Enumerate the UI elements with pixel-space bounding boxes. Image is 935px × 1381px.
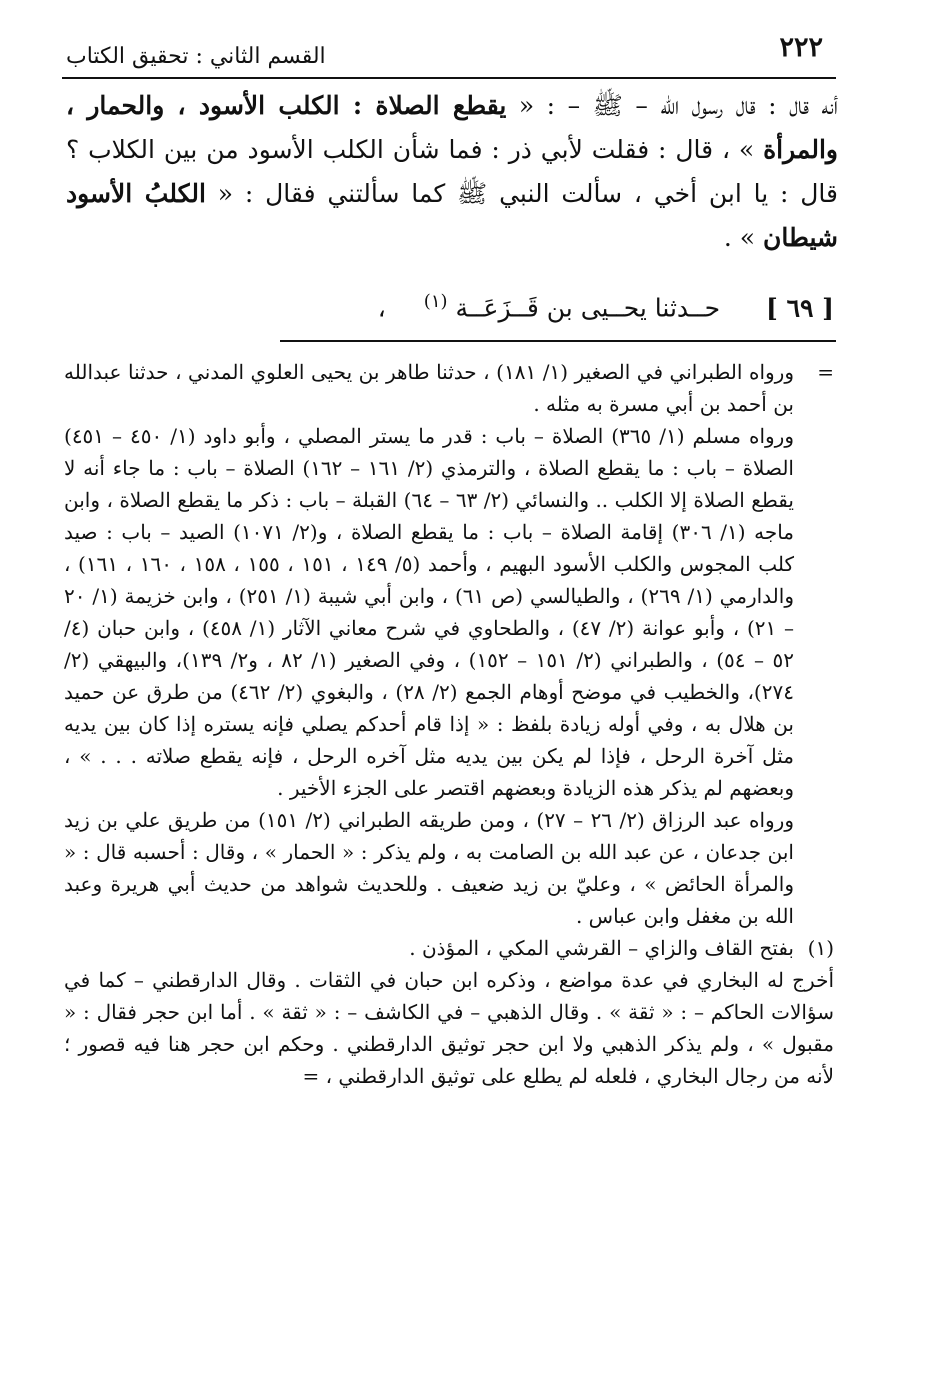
hadith-quote: الكلبُ الأسود شيطان (66, 179, 838, 252)
main-text-segment: » . (723, 223, 764, 252)
hadith-quote: يقطع الصلاة : الكلب الأسود ، والحمار ، والمرأة (66, 91, 838, 164)
footnote-text: ورواه الطبراني في الصغير (١/ ١٨١) ، حدثنا طاهر بن يحيى العلوي المدني ، حدثنا عبدالله بن أحمد بن أبي مسرة به مثله . (64, 360, 794, 416)
footnote-reference: (١) (423, 291, 448, 312)
main-paragraph (66, 84, 838, 260)
footnote-text: بفتح القاف والزاي – القرشي المكي ، المؤذن . (409, 936, 794, 960)
footnote-divider (280, 340, 836, 342)
footnote-paragraph: ورواه مسلم (١/ ٣٦٥) الصلاة – باب : قدر ما يستر المصلي ، وأبو داود (١/ ٤٥٠ – ٤٥١) الصلاة – باب : ما يقطع الصلاة ، والترمذي (٢/ ١٦١ – ١٦٢) الصلاة – باب : ما جاء أنه لا يقطع الصلاة إلا الكلب .. والنسائي (٢/ ٦٣ – ٦٤) القبلة – باب : ذكر ما يقطع الصلاة ، وابن ماجه (١/ ٣٠٦) إقامة الصلاة – باب : ما يقطع الصلاة ، و(٢/ ١٠٧١) الصيد – باب : صيد كلب المجوس والكلب الأسود البهيم ، وأحمد (٥/ ١٤٩ ، ١٥١ ، ١٥٥ ، ١٥٨ ، ١٦٠ ، ١٦١) ، والدارمي (١/ ٢٦٩) ، والطيالسي (ص ٦١) ، وابن أبي شيبة (١/ ٢٥١) ، وابن خزيمة (١/ ٢٠ – ٢١) ، وأبو عوانة (٢/ ٤٧) ، والطحاوي في شرح معاني الآثار (١/ ٤٥٨) ، وابن حبان (٤/ ٥٢ – ٥٤) ، والطبراني (٢/ ١٥١ – ١٥٢) ، وفي الصغير (١/ ٨٢ ، و٢/ ١٣٩)، والبيهقي (٢/ ٢٧٤)، والخطيب في موضح أوهام الجمع (٢/ ٢٨) ، والبغوي (٢/ ٤٦٢) من طرق عن حميد بن هلال به ، وفي أوله زيادة بلفظ : « إذا قام أحدكم يصلي فإنه يستره إذا كان بين يديه مثل آخرة الرحل ، فإذا لم يكن بين يديه مثل آخره الرحل ، فإنه يقطع صلاته . . . » ، وبعضهم لم يذكر هذه الزيادة وبعضهم اقتصر على الجزء الأخير . (64, 424, 795, 800)
hadith-chain-text: حــدثنا يحــيى بن قَــزَعَــة (455, 293, 721, 323)
page-number: ٢٢٢ (779, 32, 823, 63)
footnote-paragraph: ورواه عبد الرزاق (٢/ ٢٦ – ٢٧) ، ومن طريقه الطبراني (٢/ ١٥١) من طريق علي بن زيد ابن جدعان ، عن عبد الله بن الصامت به ، ولم يذكر : « الحمار » ، وقال : أحسبه قال : « والمرأة الحائض » ، وعليّ بن زيد ضعيف . وللحديث شواهد من حديث أبي هريرة وعبد الله بن مغفل وابن عباس . (64, 808, 794, 928)
main-text (66, 84, 838, 260)
main-text-segment: » ، قال : فقلت لأبي ذر : فما شأن الكلب الأسود من بين الكلاب ؟ قال : يا ابن أخي ، سألت النبي ﷺ كما سألتني فقال : « (66, 135, 838, 208)
footnote-number: (١) (807, 936, 834, 960)
footnote-continuation (64, 356, 834, 420)
footnotes (64, 356, 834, 1092)
main-text-segment: أنه قال : قال رسول الله – ﷺ – : « (506, 91, 838, 120)
footnote-one (64, 932, 834, 964)
continuation-mark: = (817, 360, 834, 384)
hadith-chain-line (62, 280, 834, 330)
footnote-paragraph: أخرج له البخاري في عدة مواضع ، وذكره ابن حبان في الثقات . وقال الدارقطني – كما في سؤالات الحاكم – : « ثقة » . وقال الذهبي – في الكاشف – : « ثقة » . أما ابن حجر فقال : « مقبول » ، ولم يذكر الذهبي ولا ابن حجر توثيق الدارقطني . وحكم ابن حجر هنا فيه قصور ؛ لأنه من رجال البخاري ، فلعله لم يطلع على توثيق الدارقطني ، = (64, 968, 834, 1088)
header-divider (62, 77, 836, 79)
running-head: القسم الثاني : تحقيق الكتاب (66, 44, 326, 69)
hadith-number: [ ٦٩ ] (766, 293, 834, 323)
chain-trailing-comma: ، (377, 293, 386, 323)
